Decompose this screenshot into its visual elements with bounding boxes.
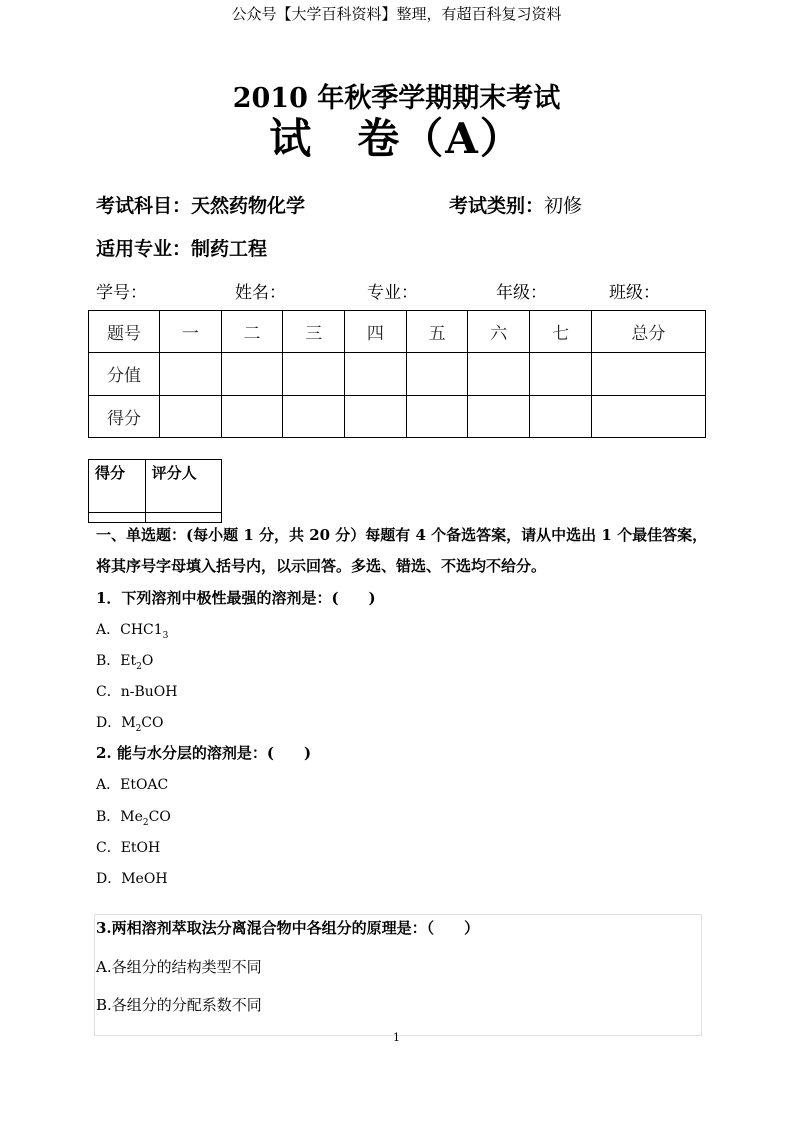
table-cell (406, 395, 468, 437)
table-cell: 六 (468, 311, 530, 353)
student-name-field: 姓名： (235, 283, 286, 303)
table-cell: 一 (160, 311, 222, 353)
option-b: B．$Et_2O$ (96, 653, 154, 672)
table-cell (160, 395, 222, 437)
table-cell (160, 353, 222, 395)
option-d: D．MeOH (96, 871, 168, 887)
section1-heading-line2: 将其序号字母填入括号内，以示回答。多选、错选、不选均不给分。 (96, 557, 547, 575)
exam-title: 2010 年秋季学期期末考试 (232, 83, 561, 114)
grader-table (88, 459, 222, 523)
option-a: A．$CHC1_3$ (96, 622, 169, 641)
score-table-row (89, 395, 706, 437)
table-cell: 二 (221, 311, 283, 353)
table-cell: 四 (345, 311, 407, 353)
table-cell (283, 395, 345, 437)
table-cell: 七 (530, 311, 592, 353)
option-c: C．EtOH (96, 840, 161, 856)
exam-type (449, 191, 582, 218)
question-stem: 2. 能与水分层的溶剂是：( ) (96, 744, 312, 762)
option-a: A.各组分的结构类型不同 (96, 958, 262, 976)
table-cell (345, 395, 407, 437)
table-cell: 分值 (89, 353, 160, 395)
table-cell: 得分 (89, 395, 160, 437)
table-cell (283, 353, 345, 395)
option-c: C．n-BuOH (96, 684, 178, 700)
header-note: 公众号【大学百科资料】整理，有超百科复习资料 (231, 5, 562, 23)
score-table-row (89, 353, 706, 395)
table-cell (591, 395, 705, 437)
page-number: 1 (393, 1031, 400, 1044)
option-b: B.各组分的分配系数不同 (96, 996, 262, 1014)
table-cell (145, 512, 221, 522)
exam-subject-value: 天然药物化学 (191, 195, 306, 217)
exam-type-value: 初修 (544, 195, 583, 217)
section1-heading: 一、单选题：(每小题 1 分，共 20 分）每题有 4 个备选答案，请从中选出 1 个最佳答案， (96, 526, 708, 544)
table-cell (89, 512, 146, 522)
table-cell (530, 353, 592, 395)
table-cell (468, 353, 530, 395)
paper-title: 试 卷（A） (269, 114, 524, 163)
option-b: B．$Me_2CO$ (96, 809, 171, 828)
major-label: 适用专业： (96, 238, 192, 260)
exam-subject (96, 191, 305, 218)
table-cell (221, 353, 283, 395)
major (96, 234, 267, 261)
student-id-field: 学号： (96, 283, 147, 303)
major-value: 制药工程 (191, 238, 268, 260)
grader-label: 评分人 (145, 460, 221, 513)
option-d: D．$M_2CO$ (96, 715, 164, 734)
exam-type-label: 考试类别： (449, 195, 545, 217)
question-stem: 1．下列溶剂中极性最强的溶剂是：( ) (96, 589, 376, 607)
table-cell: 题号 (89, 311, 160, 353)
table-cell (591, 353, 705, 395)
exam-subject-label: 考试科目： (96, 195, 192, 217)
table-cell (221, 395, 283, 437)
score-table-header-row (89, 311, 706, 353)
table-cell: 总分 (591, 311, 705, 353)
table-cell: 五 (406, 311, 468, 353)
grader-score-label: 得分 (89, 460, 146, 513)
table-cell (406, 353, 468, 395)
table-cell (468, 395, 530, 437)
table-cell: 三 (283, 311, 345, 353)
student-class-field: 班级： (609, 283, 660, 303)
score-table (88, 310, 706, 438)
table-cell (530, 395, 592, 437)
option-a: A．EtOAC (96, 777, 169, 793)
table-cell (345, 353, 407, 395)
student-major-field: 专业： (367, 283, 418, 303)
student-grade-field: 年级： (496, 283, 547, 303)
question-stem: 3.两相溶剂萃取法分离混合物中各组分的原理是：（ ） (96, 919, 480, 937)
